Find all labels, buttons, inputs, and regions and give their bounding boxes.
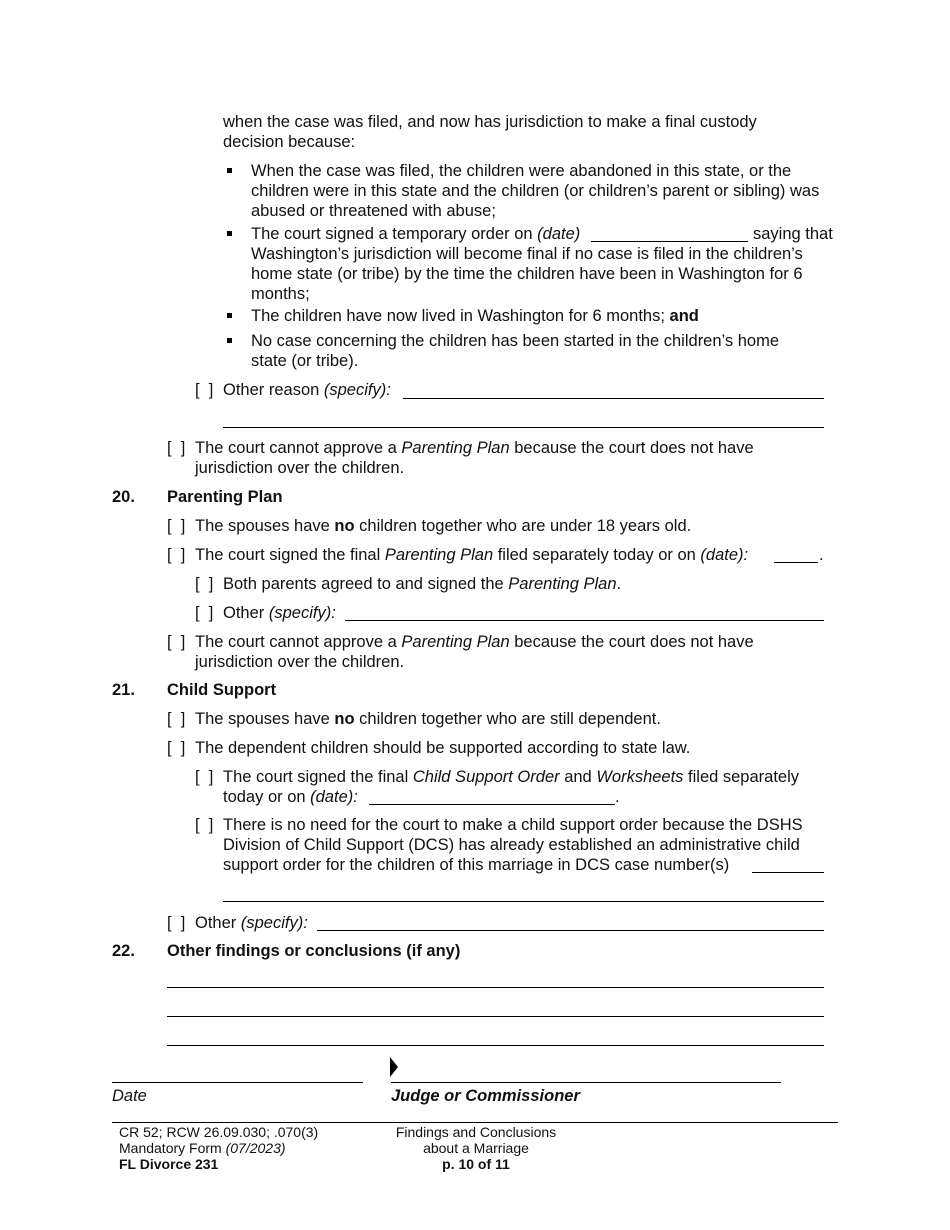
child-support-order-checkbox[interactable]: [ ] [195,768,214,786]
date-label: Date [112,1087,147,1105]
section-20-title: Parenting Plan [167,488,283,506]
bullet-six-months: The children have now lived in Washington for 6 months; and [251,307,699,325]
bullet-marker [227,338,232,343]
bullet-abandoned: When the case was filed, the children were abandoned in this state, or the children were in this state and the children (or children’s parent or sibling) was abused or threatened with abuse; [251,162,820,220]
dcs-case-number-field-line2[interactable] [223,901,824,902]
footer-divider [112,1122,838,1123]
other-findings-field-line1[interactable] [167,987,824,988]
state-law-text: The dependent children should be supported according to state law. [195,739,691,757]
period: . [615,788,620,806]
child-support-other-checkbox[interactable]: [ ] [167,914,186,932]
temporary-order-date-field[interactable] [591,241,748,242]
parenting-cannot-approve-text: The court cannot approve a Parenting Plan because the court does not have jurisdiction over the children. [195,633,754,671]
child-support-other-label: Other (specify): [195,914,308,932]
child-support-date-field[interactable] [369,804,615,805]
section-20-number: 20. [112,488,135,506]
dcs-case-number-field[interactable] [752,872,824,873]
bullet-temporary-order: The court signed a temporary order on (date) [251,225,581,243]
bullet-marker [227,313,232,318]
other-findings-field-line2[interactable] [167,1016,824,1017]
other-findings-field-line3[interactable] [167,1045,824,1046]
dcs-text: There is no need for the court to make a child support order because the DSHS Division of Child Support (DCS) has already established an administrative child support order for the children of this marriage in DCS case number(s) [223,816,803,874]
child-support-other-field[interactable] [317,930,824,931]
parenting-other-checkbox[interactable]: [ ] [195,604,214,622]
final-parenting-plan-checkbox[interactable]: [ ] [167,546,186,564]
no-dependent-text: The spouses have no children together who are still dependent. [195,710,661,728]
bullet-marker [227,168,232,173]
form-number: FL Divorce 231 [119,1156,219,1172]
parenting-other-field[interactable] [345,620,824,621]
bullet-no-case: No case concerning the children has been started in the children’s home state (or tribe). [251,332,780,370]
date-signature-line[interactable] [112,1082,363,1083]
section-22-number: 22. [112,942,135,960]
both-agreed-text: Both parents agreed to and signed the Parenting Plan. [223,575,622,593]
cannot-approve-checkbox[interactable]: [ ] [167,439,186,457]
bullet-temporary-order-suffix: saying that [753,225,833,243]
section-22-title: Other findings or conclusions (if any) [167,942,461,960]
footer-left: CR 52; RCW 26.09.030; .070(3) Mandatory Form (07/2023) FL Divorce 231 [119,1124,319,1172]
section-21-title: Child Support [167,681,277,699]
bullet-marker [227,231,232,236]
parenting-other-label: Other (specify): [223,604,336,622]
parenting-cannot-approve-checkbox[interactable]: [ ] [167,633,186,651]
section-21-number: 21. [112,681,135,699]
continuation-text: when the case was filed, and now has jurisdiction to make a final custody decision because: [223,113,757,151]
page-number: p. 10 of 11 [442,1156,510,1172]
bullet-temporary-order-rest: Washington’s jurisdiction will become final if no case is filed in the children’s home state (or tribe) by the time the children have been in Washington for 6 months; [251,245,803,303]
no-children-checkbox[interactable]: [ ] [167,517,186,535]
dcs-checkbox[interactable]: [ ] [195,816,214,834]
cannot-approve-text: The court cannot approve a Parenting Plan because the court does not have jurisdiction over the children. [195,439,754,477]
period: . [819,546,824,564]
sign-here-arrow-icon [389,1057,399,1077]
final-parenting-plan-text: The court signed the final Parenting Plan filed separately today or on (date): [195,546,749,564]
judge-signature-line[interactable] [391,1082,781,1083]
both-agreed-checkbox[interactable]: [ ] [195,575,214,593]
other-reason-checkbox[interactable]: [ ] [195,381,214,399]
other-reason-field[interactable] [403,398,824,399]
child-support-order-text: The court signed the final Child Support Order and Worksheets filed separately today or on (date): [223,768,800,806]
judge-label: Judge or Commissioner [391,1087,580,1105]
state-law-checkbox[interactable]: [ ] [167,739,186,757]
other-reason-label: Other reason (specify): [223,381,391,399]
footer-center: Findings and Conclusions about a Marriage p. 10 of 11 [376,1124,576,1172]
no-children-text: The spouses have no children together who are under 18 years old. [195,517,692,535]
no-dependent-checkbox[interactable]: [ ] [167,710,186,728]
parenting-plan-date-field[interactable] [774,562,818,563]
other-reason-field-line2[interactable] [223,427,824,428]
